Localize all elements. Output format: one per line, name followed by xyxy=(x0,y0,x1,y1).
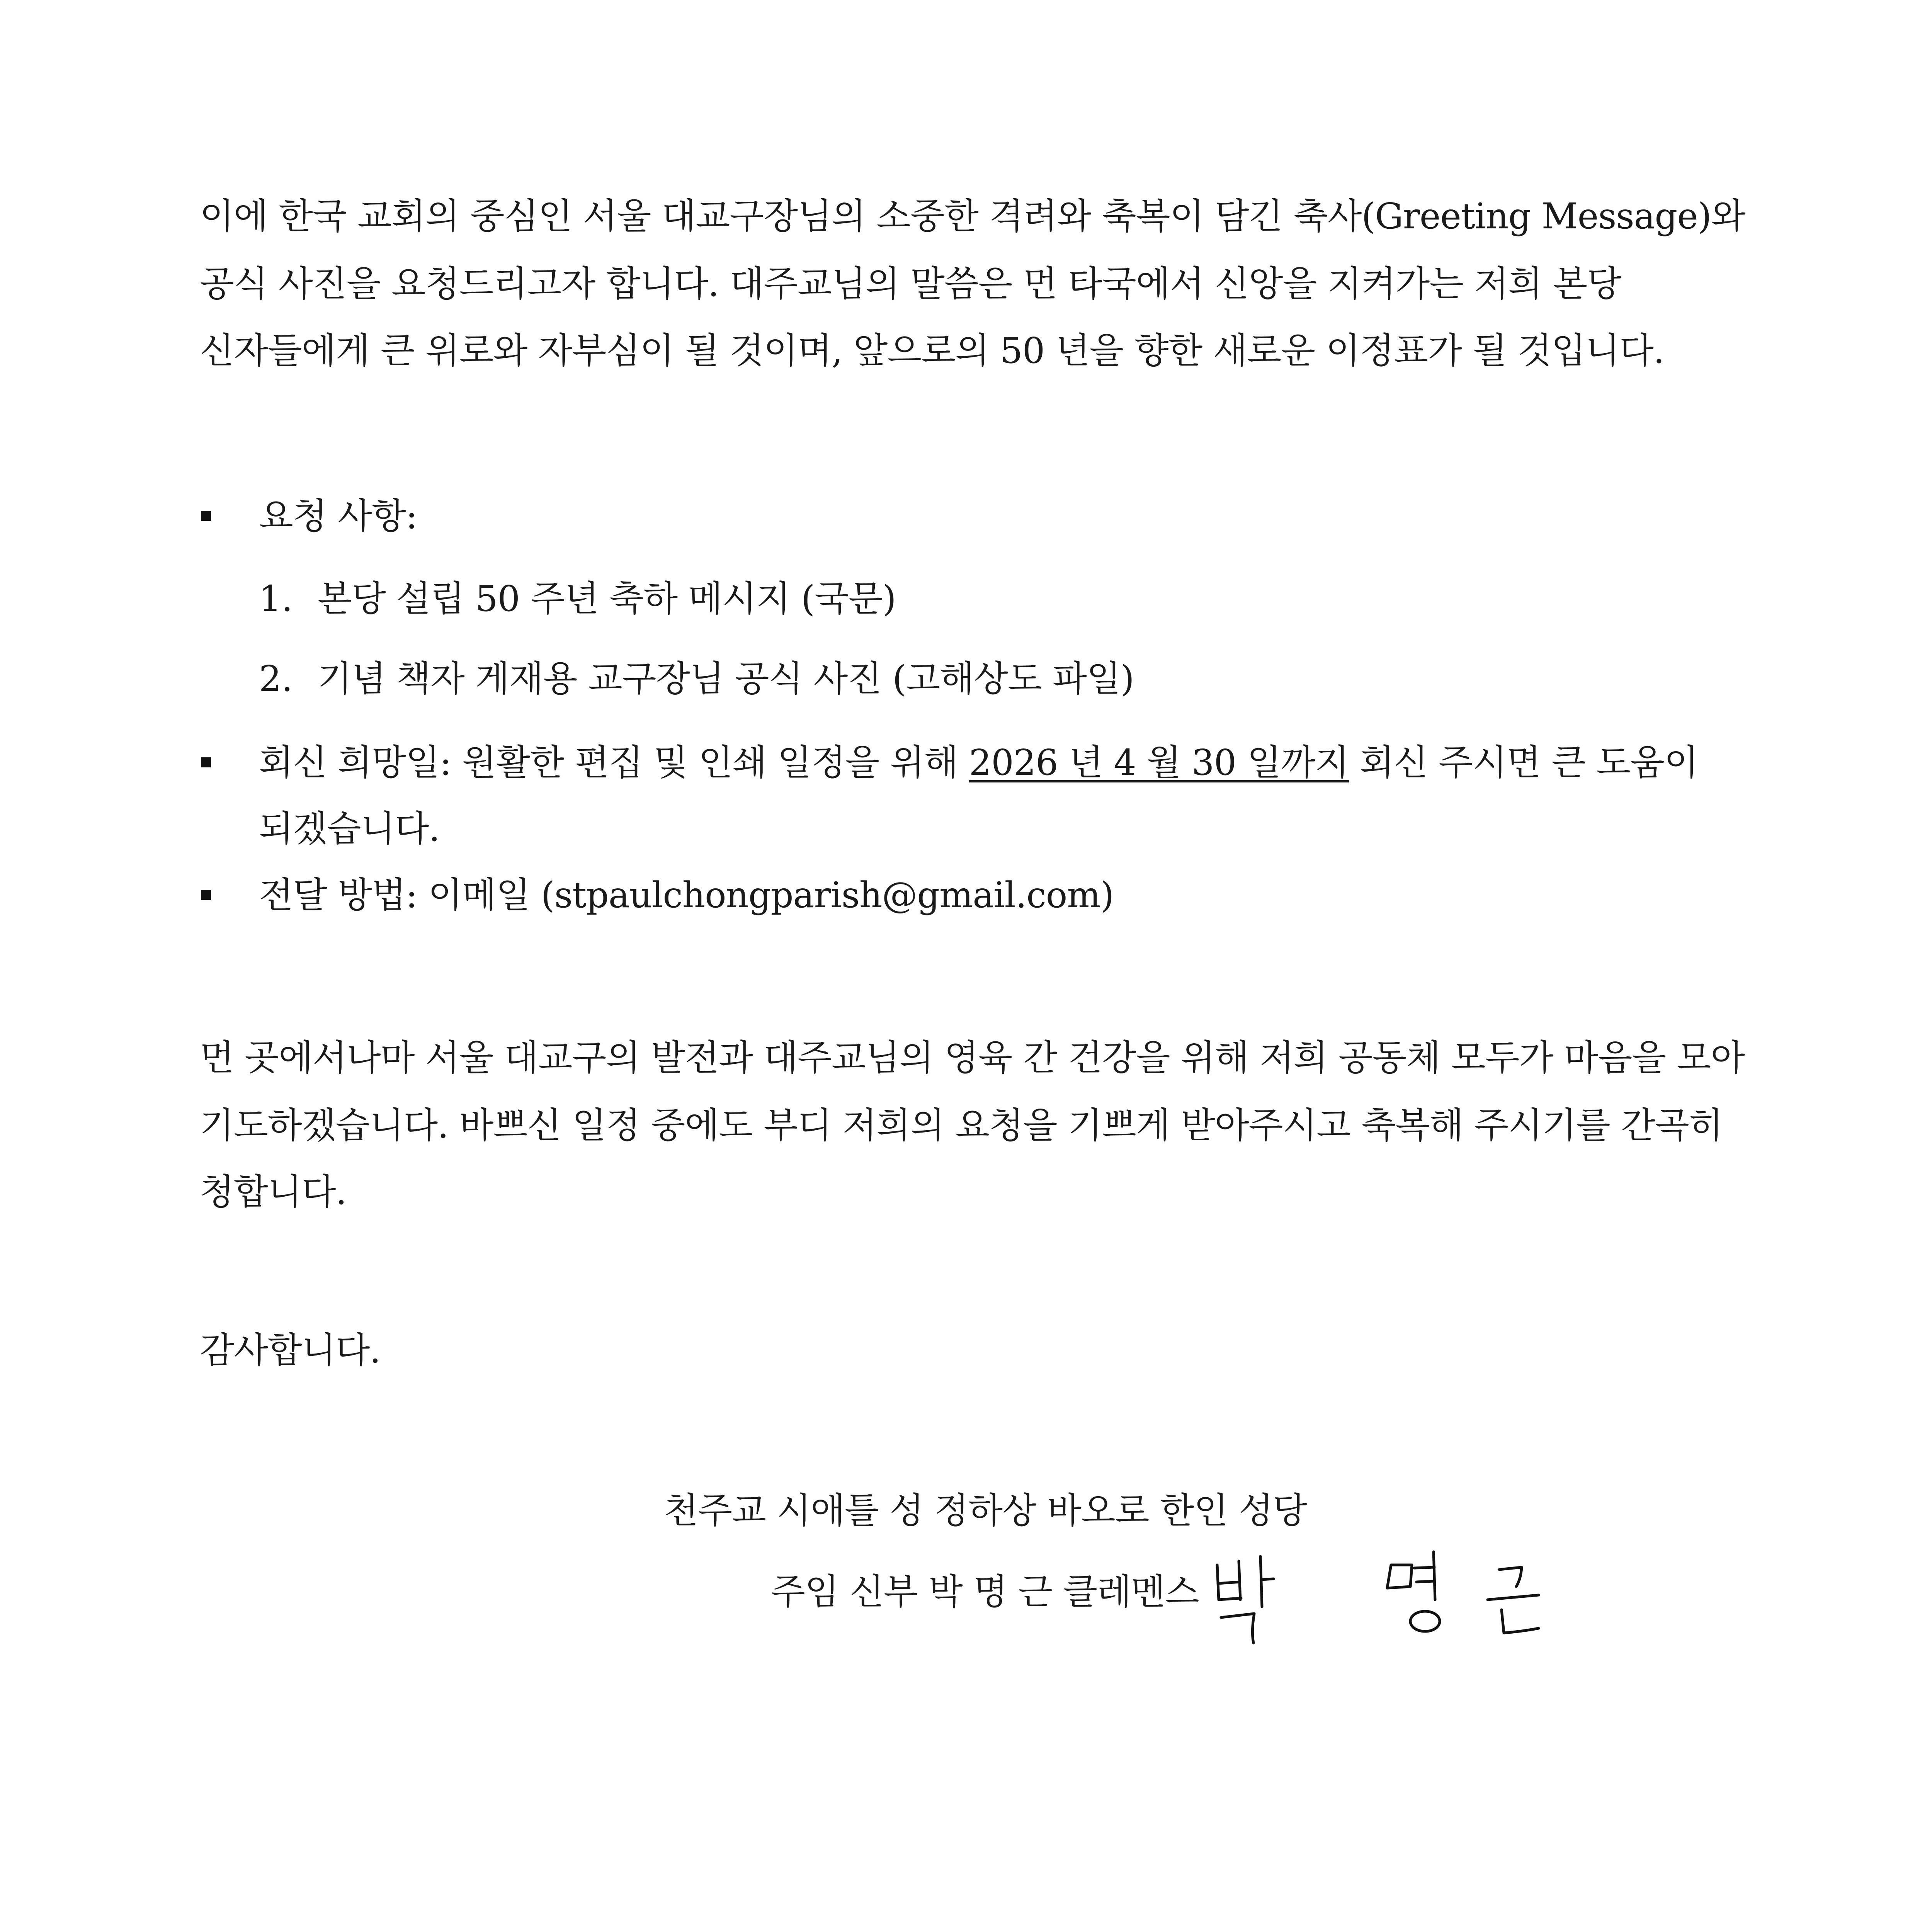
reply-prefix: 회신 희망일: 원활한 편집 및 인쇄 일정을 위해 xyxy=(259,742,969,783)
bullet-marker xyxy=(201,511,211,521)
reply-line-1 xyxy=(259,740,1698,786)
bullet-marker xyxy=(201,890,211,900)
pastor-name: 주임 신부 박 명 근 클레멘스 xyxy=(771,1571,1199,1612)
reply-suffix: 회신 주시면 큰 도움이 xyxy=(1349,742,1698,783)
intro-line-3: 신자들에게 큰 위로와 자부심이 될 것이며, 앞으로의 50 년을 향한 새로운 이정표가 될 것입니다. xyxy=(200,330,1664,371)
closing-line-3: 청합니다. xyxy=(200,1171,347,1213)
parish-name: 천주교 시애틀 성 정하상 바오로 한인 성당 xyxy=(664,1490,1307,1531)
handwritten-signature xyxy=(1206,1542,1577,1665)
intro-line-1: 이에 한국 교회의 중심인 서울 대교구장님의 소중한 격려와 축복이 담긴 축사(Greeting Message)와 xyxy=(200,196,1745,237)
intro-line-2: 공식 사진을 요청드리고자 합니다. 대주교님의 말씀은 먼 타국에서 신앙을 지켜가는 저희 본당 xyxy=(200,263,1621,304)
requests-label: 요청 사항: xyxy=(259,495,417,537)
request-item-text: 본당 설립 50 주년 축하 메시지 (국문) xyxy=(318,578,896,619)
thanks-text: 감사합니다. xyxy=(200,1330,381,1371)
closing-line-2: 기도하겠습니다. 바쁘신 일정 중에도 부디 저희의 요청을 기쁘게 받아주시고 축복해 주시기를 간곡히 xyxy=(200,1105,1723,1146)
closing-line-1: 먼 곳에서나마 서울 대교구의 발전과 대주교님의 영육 간 건강을 위해 저희 공동체 모두가 마음을 모아 xyxy=(200,1037,1745,1078)
reply-line-2: 되겠습니다. xyxy=(259,808,440,849)
request-item-number: 2. xyxy=(259,658,293,699)
reply-date: 2026 년 4 월 30 일까지 xyxy=(969,742,1349,783)
bullet-marker xyxy=(201,757,211,767)
request-item-text: 기념 책자 게재용 교구장님 공식 사진 (고해상도 파일) xyxy=(318,658,1134,699)
request-item-number: 1. xyxy=(259,578,293,619)
delivery-text: 전달 방법: 이메일 (stpaulchongparish@gmail.com) xyxy=(259,874,1114,916)
